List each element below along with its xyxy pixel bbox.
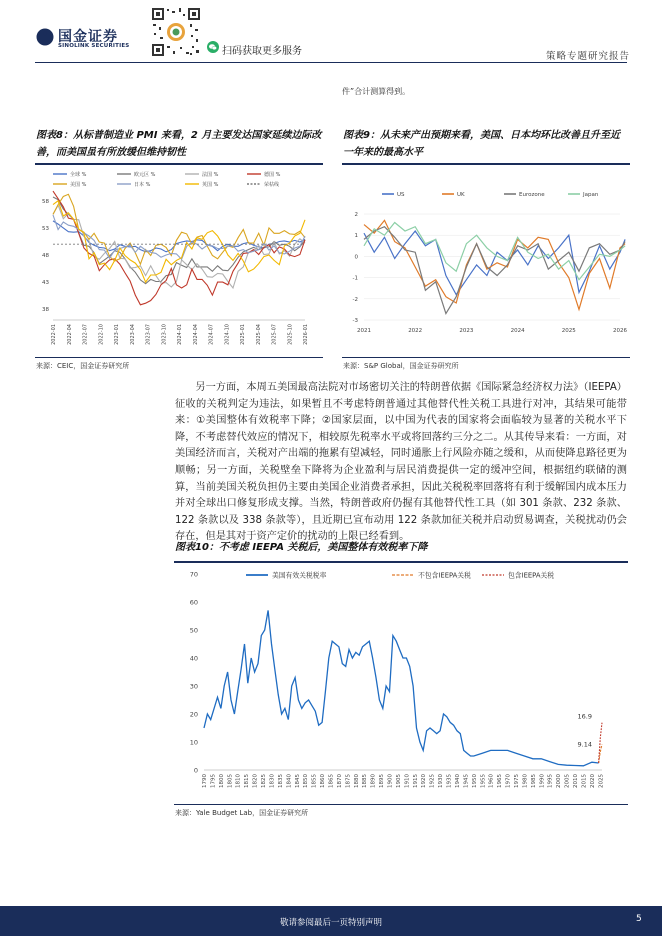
chart8-xtick-label: 2023-04 <box>129 324 136 345</box>
chart10-ytick-label: 60 <box>189 598 198 607</box>
fig9-title: 图表9：从未来产出预期来看，美国、日本均环比改善且升至近一年来的最高水平 <box>343 130 620 158</box>
chart9-ytick-label: 1 <box>354 233 358 240</box>
chart10-ytick-label: 10 <box>189 738 198 747</box>
chart8-legend-label: 美国 % <box>70 182 87 188</box>
chart9-xtick-label: 2021 <box>357 328 371 334</box>
chart10-xtick-label: 2010 <box>573 774 580 788</box>
chart10-xtick-label: 1870 <box>336 774 343 788</box>
chart10-xtick-label: 1825 <box>261 774 268 788</box>
chart10-xtick-label: 2025 <box>598 774 605 788</box>
chart10-xtick-label: 1810 <box>235 774 242 788</box>
chart10-legend-label: 美国有效关税税率 <box>272 571 327 580</box>
chart9-xtick-label: 2023 <box>459 328 474 334</box>
chart10-xtick-label: 1875 <box>345 774 352 788</box>
chart10-xtick-label: 1990 <box>539 774 546 788</box>
carryover-text: 件”合计测算得到。 <box>342 87 411 96</box>
chart10-xtick-label: 1840 <box>286 774 293 788</box>
fig9-future-output-chart <box>342 180 630 356</box>
chart9-ytick-label: 0 <box>354 254 358 261</box>
chart10-xtick-label: 1910 <box>404 774 411 788</box>
chart10-xtick-label: 1965 <box>497 774 504 788</box>
chart8-legend-label: 英国 % <box>202 182 219 188</box>
chart9-ytick-label: -2 <box>352 296 358 303</box>
chart8-ytick-label: 53 <box>42 225 49 232</box>
chart8-xtick-label: 2024-07 <box>208 324 215 345</box>
chart10-bg <box>174 564 628 802</box>
chart9-legend-label: US <box>397 192 405 198</box>
fig8-source: 来源：CEIC，国金证券研究所 <box>36 362 130 370</box>
chart10-xtick-label: 1935 <box>446 774 453 788</box>
chart10-xtick-label: 1980 <box>522 774 529 788</box>
chart10-xtick-label: 2000 <box>556 774 563 788</box>
chart10-xtick-label: 1880 <box>353 774 360 788</box>
logo-english-name: SINOLINK SECURITIES <box>58 43 130 49</box>
chart8-xtick-label: 2023-07 <box>145 324 152 345</box>
chart10-xtick-label: 1895 <box>379 774 386 788</box>
fig8-pmi-chart <box>35 166 323 354</box>
chart10-xtick-label: 1960 <box>488 774 495 788</box>
chart8-xtick-label: 2023-10 <box>161 324 168 345</box>
wechat-icon <box>207 41 219 53</box>
chart8-legend-label: 荣枯线 <box>264 182 280 188</box>
chart10-ytick-label: 20 <box>189 710 198 719</box>
chart8-xtick-label: 2022-10 <box>98 324 105 345</box>
chart9-xtick-label: 2024 <box>510 328 525 334</box>
chart8-ytick-label: 38 <box>42 307 49 314</box>
chart10-xtick-label: 1850 <box>303 774 310 788</box>
chart8-legend-label: 全球 % <box>70 172 87 178</box>
chart10-xtick-label: 1995 <box>547 774 554 788</box>
chart8-xtick-label: 2024-04 <box>192 324 199 345</box>
chart10-xtick-label: 1985 <box>530 774 537 788</box>
chart10-xtick-label: 1855 <box>311 774 318 788</box>
chart9-xtick-label: 2025 <box>561 328 576 334</box>
chart9-legend-label: Japan <box>583 192 599 198</box>
chart10-annotation: 16.9 <box>577 712 592 721</box>
chart8-xtick-label: 2025-04 <box>255 324 262 345</box>
chart8-xtick-label: 2023-01 <box>114 324 120 345</box>
chart10-xtick-label: 1885 <box>362 774 369 788</box>
fig9-source-rule <box>342 357 630 358</box>
chart8-legend-label: 日本 % <box>134 182 151 188</box>
chart10-xtick-label: 1920 <box>421 774 428 788</box>
chart8-xtick-label: 2025-07 <box>271 324 278 345</box>
qr-code-icon[interactable] <box>150 6 202 58</box>
chart8-xtick-label: 2024-10 <box>224 324 231 345</box>
chart10-ytick-label: 50 <box>189 626 198 635</box>
chart10-xtick-label: 1830 <box>269 774 276 788</box>
chart10-xtick-label: 1915 <box>412 774 419 788</box>
chart8-legend-label: 德国 % <box>264 172 281 178</box>
fig9-title-rule <box>342 163 630 165</box>
chart10-xtick-label: 1795 <box>210 774 217 788</box>
scan-for-services-text: 扫码获取更多服务 <box>222 46 302 57</box>
fig8-title-rule <box>35 163 323 165</box>
sinolink-logo-icon <box>36 28 54 46</box>
chart10-xtick-label: 1815 <box>244 774 251 788</box>
chart10-xtick-label: 1950 <box>471 774 478 788</box>
chart10-xtick-label: 1925 <box>429 774 436 788</box>
chart10-xtick-label: 1945 <box>463 774 470 788</box>
chart10-xtick-label: 1955 <box>480 774 487 788</box>
footer-disclaimer-link[interactable]: 敬请参阅最后一页特别声明 <box>279 918 382 928</box>
chart8-ytick-label: 48 <box>42 253 49 259</box>
chart10-xtick-label: 1890 <box>370 774 377 788</box>
chart8-xtick-label: 2022-01 <box>51 324 57 345</box>
fig10-source: 来源：Yale Budget Lab，国金证券研究所 <box>175 809 309 817</box>
chart8-xtick-label: 2022-04 <box>66 324 73 345</box>
chart10-xtick-label: 1790 <box>202 774 208 788</box>
fig10-tariff-chart <box>174 564 628 802</box>
chart8-ytick-label: 58 <box>42 198 49 205</box>
chart10-xtick-label: 1930 <box>438 774 445 788</box>
chart10-xtick-label: 1905 <box>395 774 402 788</box>
chart10-xtick-label: 2020 <box>589 774 596 788</box>
chart10-ytick-label: 40 <box>189 654 198 663</box>
chart9-ytick-label: -1 <box>352 275 358 282</box>
chart10-xtick-label: 1900 <box>387 774 394 788</box>
chart8-legend-label: 法国 % <box>202 172 219 178</box>
chart9-xtick-label: 2022 <box>408 328 423 334</box>
chart8-xtick-label: 2026-01 <box>303 324 309 345</box>
chart9-legend-label: Eurozone <box>519 192 545 198</box>
chart10-xtick-label: 1970 <box>505 774 512 788</box>
chart10-xtick-label: 1845 <box>294 774 301 788</box>
fig10-source-rule <box>174 804 628 805</box>
logo-chinese-name: 国金证券 <box>58 29 118 45</box>
chart8-xtick-label: 2025-10 <box>287 324 294 345</box>
chart9-xtick-label: 2026 <box>613 328 627 334</box>
body-paragraph: 另一方面，本周五美国最高法院对市场密切关注的特朗普依据《国际紧急经济权力法》（IEEPA）征收的关税判定为违法，如果暂且不考虑特朗普通过其他替代性关税工具进行对冲，其结果可能带来：①美国整体有效税率下降；②国家层面，以中国为代表的国家将会面临较为显著的关税水平下降，不考虑替代效应的情况下，相较原先税率水平或将回落约三分之二。从其传导来看：一方面，对美国经济而言，关税对产出端的拖累有望减轻，同时通胀上行风险亦随之缓和，从而使降息路径更为顺畅；另一方面，关税壁垒下降将为企业盈利与居民消费提供一定的缓冲空间，根据纽约联储的测算，当前美国关税负担仍主要由美国企业消费者承担，因此关税税率回落将有利于缓解国内成本压力并对全球出口修复形成支撑。当然，特朗普政府仍握有其他替代性工具（如 301 条款、232 条款、122 条款以及 338 条款等），且近期已宣布动用 122 条款加征关税并启动贸易调查，关税扰动仍会存在，但是其对于资产定价的扰动的上限已经看到。 <box>175 382 627 543</box>
chart10-ytick-label: 0 <box>193 766 198 775</box>
chart10-xtick-label: 1835 <box>277 774 284 788</box>
chart8-xtick-label: 2025-01 <box>240 324 246 345</box>
chart10-xtick-label: 1805 <box>227 774 234 788</box>
chart10-xtick-label: 1820 <box>252 774 259 788</box>
chart9-ytick-label: 2 <box>354 212 358 218</box>
chart10-ytick-label: 70 <box>189 570 198 579</box>
chart10-xtick-label: 1800 <box>218 774 225 788</box>
chart8-ytick-label: 43 <box>42 280 49 287</box>
chart10-xtick-label: 2015 <box>581 774 588 788</box>
chart10-annotation: 9.14 <box>577 740 592 749</box>
chart10-legend-label: 包含IEEPA关税 <box>508 571 555 580</box>
chart8-legend-label: 欧元区 % <box>134 172 156 178</box>
chart9-legend-label: UK <box>457 192 465 198</box>
fig10-title-rule <box>174 561 628 563</box>
fig8-title: 图表8：从标普制造业 PMI 来看，2 月主要发达国家延续边际改善，而美国虽有所放缓但维持韧性 <box>36 130 322 158</box>
chart10-xtick-label: 1975 <box>513 774 520 788</box>
fig9-source: 来源：S&P Global，国金证券研究所 <box>343 362 459 370</box>
page-number: 5 <box>636 914 642 924</box>
header-divider <box>35 62 627 63</box>
chart10-xtick-label: 1865 <box>328 774 335 788</box>
chart8-xtick-label: 2024-01 <box>177 324 183 345</box>
fig10-title: 图表10：不考虑 IEEPA 关税后，美国整体有效税率下降 <box>175 542 428 553</box>
chart9-ytick-label: -3 <box>352 318 358 324</box>
chart10-xtick-label: 1860 <box>320 774 327 788</box>
chart10-xtick-label: 1940 <box>454 774 461 788</box>
fig8-source-rule <box>35 357 323 358</box>
chart8-xtick-label: 2022-07 <box>82 324 89 345</box>
report-type-label: 策略专题研究报告 <box>546 51 631 62</box>
chart10-legend-label: 不包含IEEPA关税 <box>418 571 471 580</box>
chart10-ytick-label: 30 <box>189 682 198 691</box>
chart10-xtick-label: 2005 <box>564 774 571 788</box>
